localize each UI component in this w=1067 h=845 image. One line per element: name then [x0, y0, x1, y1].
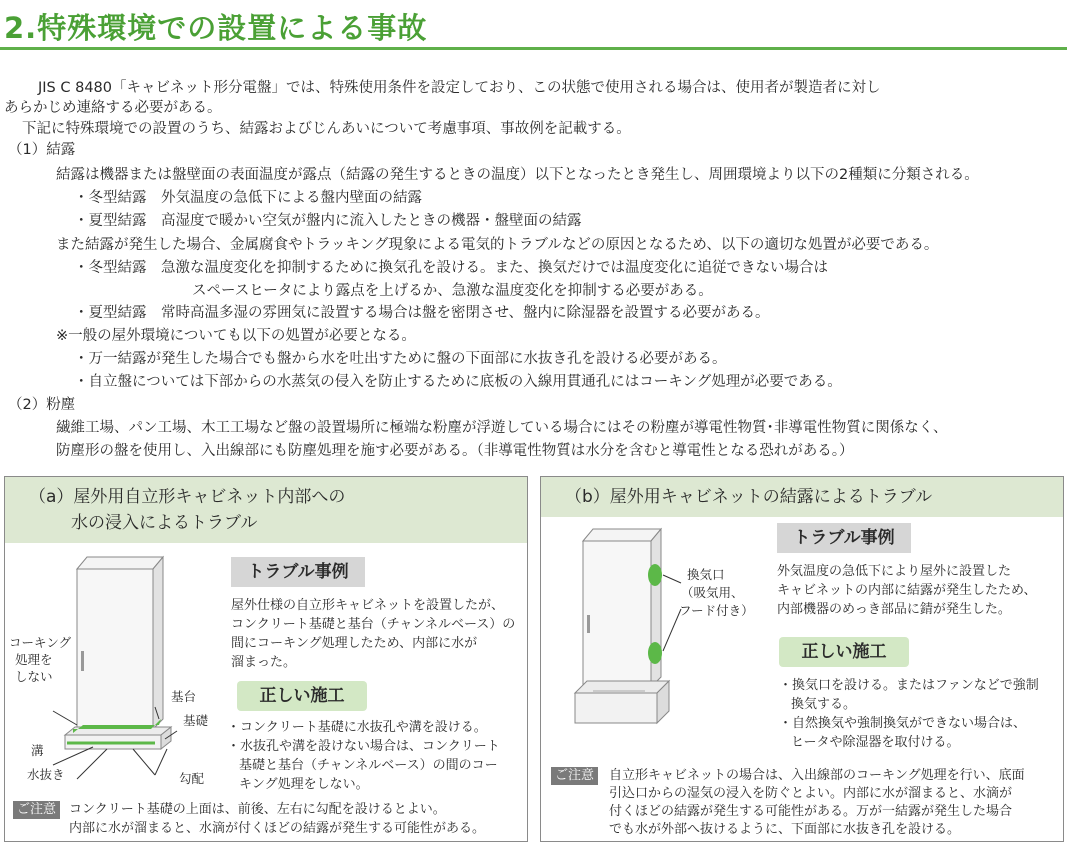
panel-b-trouble-line-3: 内部機器のめっき部品に錆が発生した。 [777, 602, 1011, 617]
panel-b-note-line-1: 自立形キャビネットの場合は、入出線部のコーキング処理を行い、底面 [609, 768, 1025, 783]
panel-b-note-line-4: でも水が外部へ抜けるように、下面部に水抜き孔を設ける。 [609, 822, 961, 837]
panel-a-trouble-line-4: 溜まった。 [231, 655, 297, 670]
label-caulking-1: コーキング [9, 635, 72, 650]
panel-b-trouble-label: トラブル事例 [777, 523, 911, 553]
label-base: 基台 [171, 689, 197, 704]
panel-a-trouble-line-3: 間にコーキング処理したため、内部に水が [231, 636, 478, 651]
panel-b-trouble-line-1: 外気温度の急低下により屋外に設置した [777, 564, 1012, 579]
panel-b-note-tag: ご注意 [551, 767, 598, 785]
s1-paragraph-2: また結露が発生した場合、金属腐食やトラッキング現象による電気的トラブルなどの原因となるため、以下の適切な処置が必要である。 [56, 237, 939, 253]
panel-b-cabinet-figure [541, 517, 771, 747]
s1-countermeasure-2: ・夏型結露 常時高温多湿の雰囲気に設置する場合は盤を密閉させ、盤内に除湿器を設置する必要がある。 [74, 305, 770, 321]
panel-b-correct-line-4: ヒータや除湿器を取付ける。 [791, 735, 960, 750]
s1-countermeasure-1a: ・冬型結露 急激な温度変化を抑制するために換気孔を設ける。また、換気だけでは温度変化に追従できない場合は [74, 260, 828, 276]
panel-a-correct-line-3: 基礎と基台（チャンネルベース）の間のコー [239, 758, 498, 773]
label-vent-1: 換気口 [687, 567, 725, 582]
label-vent-2: （吸気用、 [681, 585, 744, 600]
section-2-heading: （2）粉塵 [8, 397, 76, 413]
label-drain: 水抜き [27, 767, 65, 782]
intro-line-3: 下記に特殊環境での設置のうち、結露およびじんあいについて考慮事項、事故例を記載する。 [22, 121, 631, 137]
panel-b [540, 476, 1064, 842]
s1-note-item-2: ・自立盤については下部からの水蒸気の侵入を防止するために底板の入線用貫通孔にはコーキング処理が必要である。 [74, 374, 842, 390]
panel-b-title: （b）屋外用キャビネットの結露によるトラブル [565, 487, 933, 507]
s2-paragraph-1: 繊維工場、パン工場、木工工場など盤の設置場所に極端な粉塵が浮遊している場合にはその粉塵が導電性物質･非導電性物質に関係なく、 [56, 420, 948, 436]
panel-b-correct-line-2: 換気する。 [791, 697, 857, 712]
panel-a-note-tag: ご注意 [13, 801, 60, 819]
panel-b-correct-label: 正しい施工 [779, 637, 909, 667]
s1-paragraph-1: 結露は機器または盤壁面の表面温度が露点（結露の発生するときの温度）以下となったとき発生し、周囲環境より以下の2種類に分類される。 [56, 167, 979, 183]
label-caulking-2: 処理を [15, 652, 53, 667]
s1-note-item-1: ・万一結露が発生した場合でも盤から水を吐出すために盤の下面部に水抜き孔を設ける必要がある。 [74, 351, 727, 367]
panel-a-note-line-2: 内部に水が溜まると、水滴が付くほどの結露が発生する可能性がある。 [69, 821, 486, 836]
panel-a-correct-label: 正しい施工 [237, 681, 367, 711]
panel-b-note-line-2: 引込口からの湿気の浸入を防ぐとよい。内部に水が溜まると、水滴が [609, 786, 1013, 801]
panel-a-title-line-2: 水の浸入によるトラブル [71, 513, 258, 533]
intro-line-1: JIS C 8480「キャビネット形分電盤」では、特殊使用条件を設定しており、この状態で使用される場合は、使用者が製造者に対し [38, 80, 881, 96]
label-foundation: 基礎 [183, 713, 209, 728]
panel-a-trouble-line-2: コンクリート基礎と基台（チャンネルベース）の [231, 617, 516, 632]
panel-a-title-line-1: （a）屋外用自立形キャビネット内部への [29, 487, 346, 507]
panel-a [4, 476, 528, 842]
intro-line-2: あらかじめ連絡する必要がある。 [4, 100, 222, 116]
label-caulking-3: しない [15, 669, 53, 684]
panel-a-correct-line-1: ・コンクリート基礎に水抜孔や溝を設ける。 [227, 720, 487, 735]
s1-countermeasure-1b: スペースヒータにより露点を上げるか、急激な温度変化を抑制する必要がある。 [192, 283, 713, 299]
panel-a-correct-line-2: ・水抜孔や溝を設けない場合は、コンクリート [227, 739, 500, 754]
panel-b-note-line-3: 付くほどの結露が発生する可能性がある。万が一結露が発生した場合 [609, 804, 1013, 819]
panel-a-correct-line-4: キング処理をしない。 [239, 777, 369, 792]
panel-b-correct-line-3: ・自然換気や強制換気ができない場合は、 [779, 716, 1027, 731]
panel-b-correct-line-1: ・換気口を設ける。またはファンなどで強制 [779, 678, 1039, 693]
s1-bullet-1: ・冬型結露 外気温度の急低下による盤内壁面の結露 [74, 190, 422, 206]
title-rule [0, 47, 1067, 50]
panel-a-note-line-1: コンクリート基礎の上面は、前後、左右に勾配を設けるとよい。 [69, 802, 446, 817]
label-vent-3: フード付き） [679, 603, 754, 618]
s2-paragraph-2: 防塵形の盤を使用し、入出線部にも防塵処理を施す必要がある。（非導電性物質は水分を含むと導電性となる恐れがある。） [56, 443, 854, 459]
label-groove: 溝 [31, 743, 44, 758]
label-slope: 勾配 [179, 771, 205, 786]
panel-a-trouble-line-1: 屋外仕様の自立形キャビネットを設置したが、 [231, 598, 505, 613]
section-1-heading: （1）結露 [8, 142, 76, 158]
panel-b-trouble-line-2: キャビネットの内部に結露が発生したため、 [777, 583, 1037, 598]
page-title: 2.特殊環境での設置による事故 [4, 11, 428, 45]
s1-note: ※一般の屋外環境についても以下の処置が必要となる。 [56, 328, 416, 344]
panel-a-trouble-label: トラブル事例 [231, 557, 365, 587]
s1-bullet-2: ・夏型結露 高湿度で暖かい空気が盤内に流入したときの機器・盤壁面の結露 [74, 213, 582, 229]
